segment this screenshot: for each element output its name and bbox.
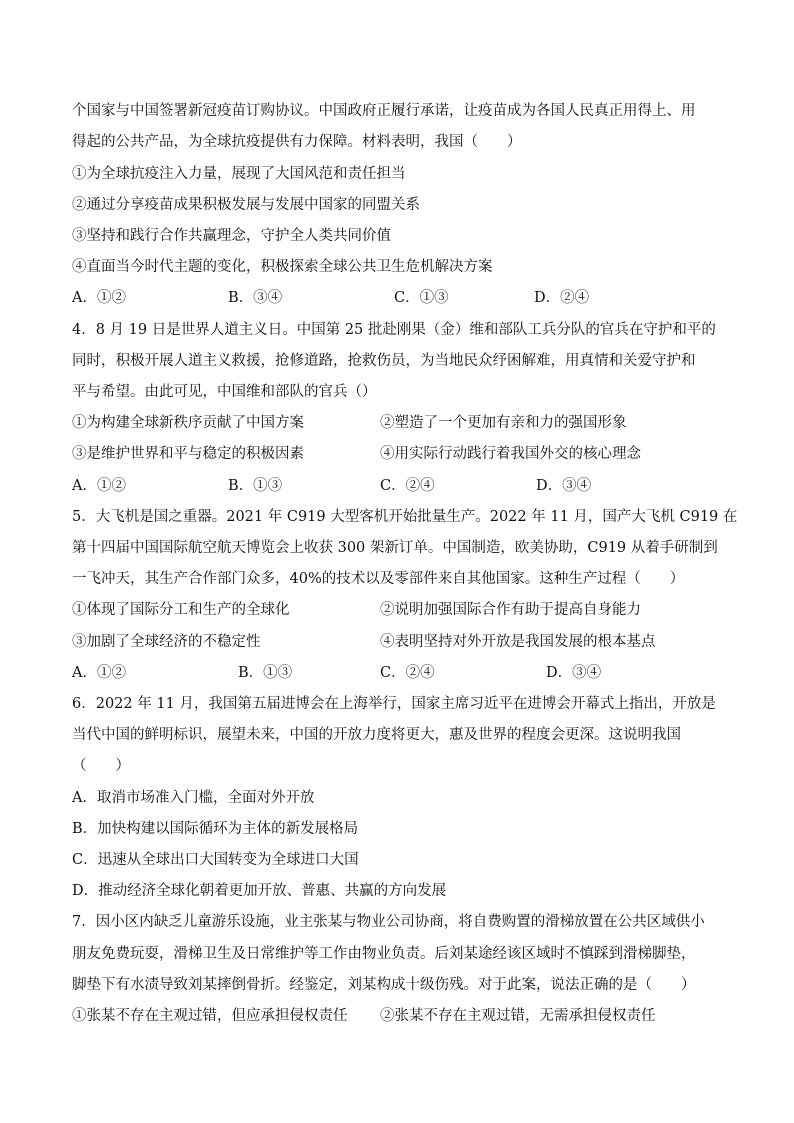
q4-statement-3: ③是维护世界和平与稳定的积极因素 bbox=[72, 446, 304, 462]
q3-option-d: D．②④ bbox=[534, 290, 590, 306]
q3-statement-3: ③坚持和践行合作共赢理念，守护全人类共同价值 bbox=[72, 228, 391, 244]
q6-stem-line-3: （ ） bbox=[72, 758, 130, 774]
q3-option-a: A．①② bbox=[72, 290, 126, 306]
q5-statement-1: ①体现了国际分工和生产的全球化 bbox=[72, 602, 290, 618]
q4-statement-4: ④用实际行动践行着我国外交的核心理念 bbox=[380, 446, 641, 462]
q5-option-b: B．①③ bbox=[238, 665, 293, 681]
q7-stem-line-1: 7．因小区内缺乏儿童游乐设施，业主张某与物业公司协商，将自费购置的滑梯放置在公共区域供小 bbox=[72, 914, 705, 930]
q4-option-d: D．③④ bbox=[536, 478, 592, 494]
q3-option-b: B．③④ bbox=[228, 290, 283, 306]
q5-option-c: C．②④ bbox=[380, 665, 435, 681]
q6-stem-line-1: 6．2022 年 11 月，我国第五届进博会在上海举行，国家主席习近平在进博会开幕式上指出，开放是 bbox=[72, 696, 716, 712]
q6-stem-line-2: 当代中国的鲜明标识，展望未来，中国的开放力度将更大，惠及世界的程度会更深。这说明我国 bbox=[72, 727, 681, 743]
q5-option-d: D．③④ bbox=[546, 665, 602, 681]
q4-option-b: B．①③ bbox=[228, 478, 283, 494]
q3-stem-line-2: 得起的公共产品，为全球抗疫提供有力保障。材料表明，我国（ ） bbox=[72, 134, 522, 150]
q6-option-b: B．加快构建以国际循环为主体的新发展格局 bbox=[72, 821, 359, 837]
q4-option-c: C．②④ bbox=[380, 478, 435, 494]
q7-statement-2: ②张某不存在主观过错，无需承担侵权责任 bbox=[380, 1008, 656, 1024]
q7-statement-1: ①张某不存在主观过错，但应承担侵权责任 bbox=[72, 1008, 348, 1024]
q5-statement-2: ②说明加强国际合作有助于提高自身能力 bbox=[380, 602, 641, 618]
q3-statement-1: ①为全球抗疫注入力量，展现了大国风范和责任担当 bbox=[72, 166, 406, 182]
q4-statement-2: ②塑造了一个更加有亲和力的强国形象 bbox=[380, 415, 627, 431]
q6-option-c: C．迅速从全球出口大国转变为全球进口大国 bbox=[72, 852, 359, 868]
q7-stem-line-3: 脚垫下有水渍导致刘某摔倒骨折。经鉴定，刘某构成十级伤残。对于此案，说法正确的是（ ） bbox=[72, 977, 696, 993]
q3-stem-line-1: 个国家与中国签署新冠疫苗订购协议。中国政府正履行承诺，让疫苗成为各国人民真正用得上、用 bbox=[72, 103, 696, 119]
q4-option-a: A．①② bbox=[72, 478, 126, 494]
q5-statement-4: ④表明坚持对外开放是我国发展的根本基点 bbox=[380, 634, 656, 650]
q5-option-a: A．①② bbox=[72, 665, 126, 681]
q4-stem-line-2: 同时，积极开展人道主义救援，抢修道路，抢救伤员，为当地民众纾困解难，用真情和关爱守护和 bbox=[72, 353, 696, 369]
q5-stem-line-3: 一飞冲天，其生产合作部门众多，40%的技术以及零部件来自其他国家。这种生产过程（ ） bbox=[72, 571, 685, 587]
q5-stem-line-1: 5．大飞机是国之重器。2021 年 C919 大型客机开始批量生产。2022 年 11 月，国产大飞机 C919 在 bbox=[72, 509, 738, 525]
q3-statement-2: ②通过分享疫苗成果积极发展与发展中国家的同盟关系 bbox=[72, 197, 420, 213]
q6-option-d: D．推动经济全球化朝着更加开放、普惠、共赢的方向发展 bbox=[72, 883, 447, 899]
q5-statement-3: ③加剧了全球经济的不稳定性 bbox=[72, 634, 261, 650]
q4-stem-line-3: 平与希望。由此可见，中国维和部队的官兵（） bbox=[72, 384, 377, 400]
q5-stem-line-2: 第十四届中国国际航空航天博览会上收获 300 架新订单。中国制造，欧美协助，C919 从着手研制到 bbox=[72, 540, 718, 556]
q3-statement-4: ④直面当今时代主题的变化，积极探索全球公共卫生危机解决方案 bbox=[72, 259, 493, 275]
q7-stem-line-2: 朋友免费玩耍，滑梯卫生及日常维护等工作由物业负责。后刘某途经该区域时不慎踩到滑梯脚垫， bbox=[72, 946, 696, 962]
q3-option-c: C．①③ bbox=[394, 290, 449, 306]
q4-statement-1: ①为构建全球新秩序贡献了中国方案 bbox=[72, 415, 304, 431]
q4-stem-line-1: 4．8 月 19 日是世界人道主义日。中国第 25 批赴刚果（金）维和部队工兵分队的官兵在守护和平的 bbox=[72, 322, 716, 338]
q6-option-a: A．取消市场准入门槛，全面对外开放 bbox=[72, 790, 315, 806]
